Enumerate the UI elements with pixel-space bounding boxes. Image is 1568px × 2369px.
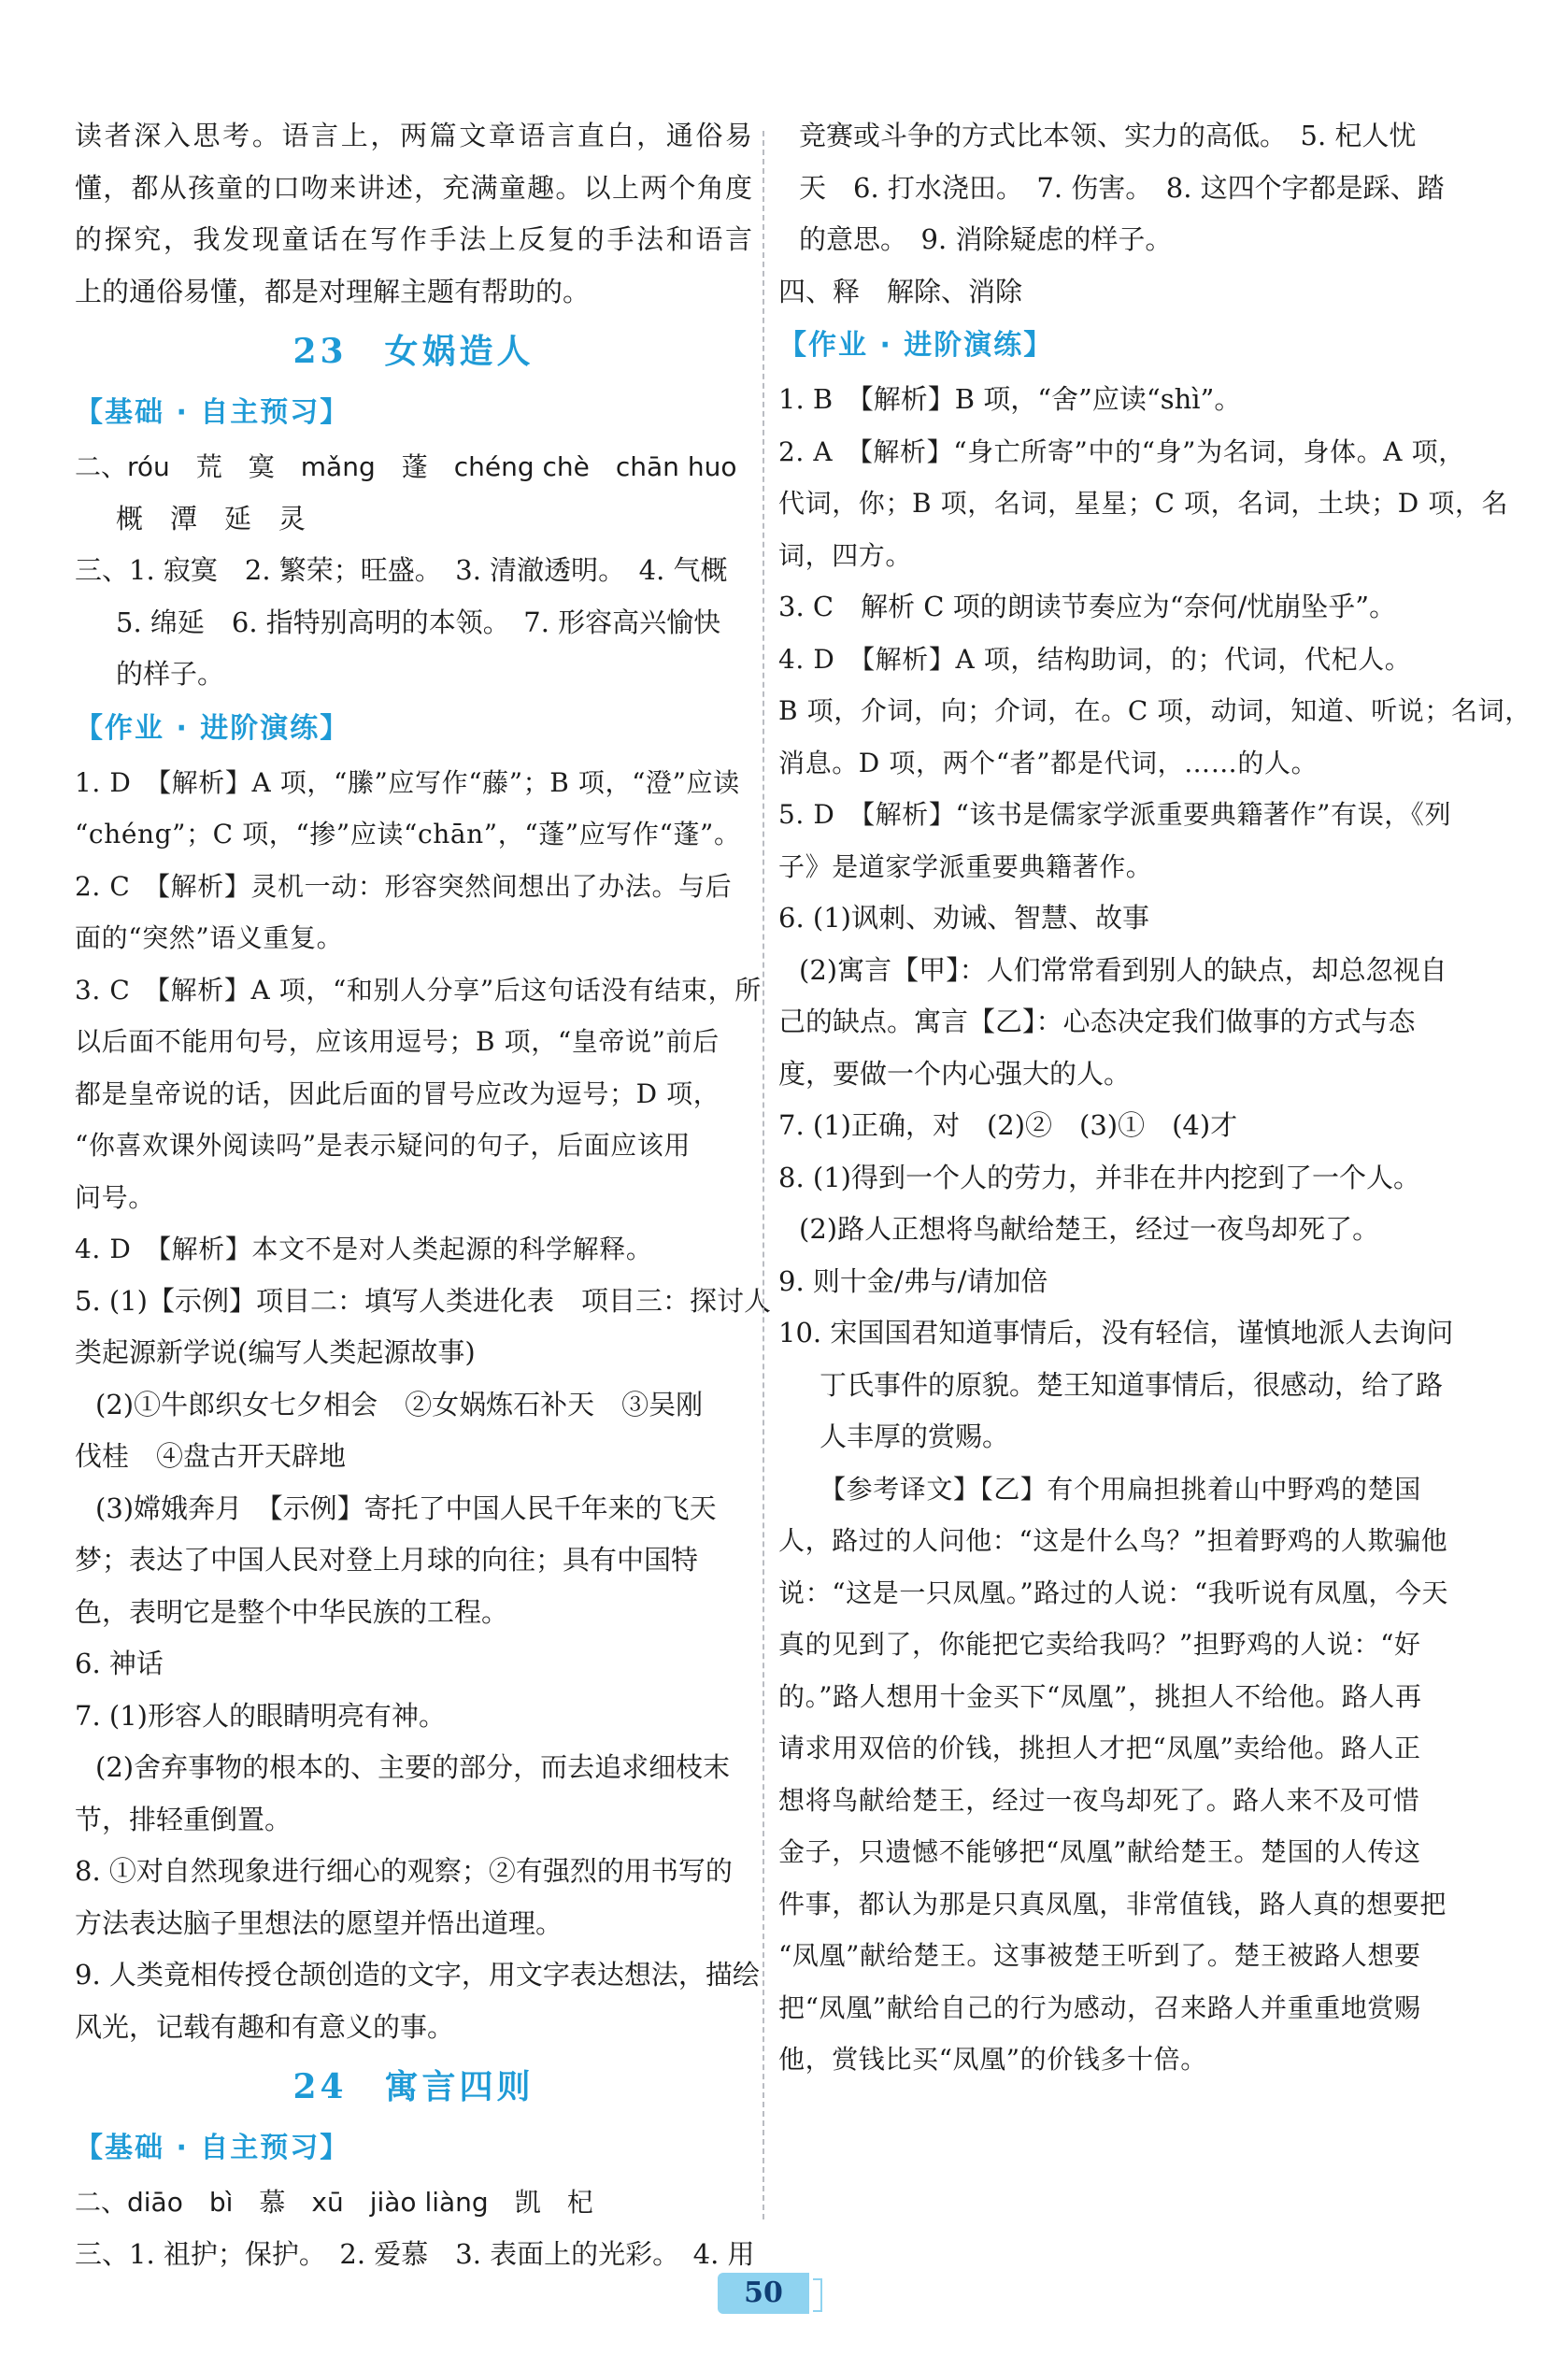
text-line: (2)①牛郎织女七夕相会 ②女娲炼石补天 ③吴刚	[95, 1388, 704, 1420]
text-line: 5. D 【解析】“该书是儒家学派重要典籍著作”有误，《列	[778, 799, 1452, 830]
text-line: 竞赛或斗争的方式比本领、实力的高低。 5. 杞人忧	[799, 120, 1417, 151]
text-line: 读者深入思考。语言上，两篇文章语言直白，通俗易	[75, 120, 752, 151]
text-line: 3. C 【解析】A 项，“和别人分享”后这句话没有结束，所	[75, 974, 762, 1006]
text-line: 5. (1)【示例】项目二：填写人类进化表 项目三：探讨人	[75, 1284, 771, 1317]
text-line: 面的“突然”语义重复。	[75, 922, 344, 953]
text-line: 类起源新学说(编写人类起源故事)	[75, 1336, 476, 1368]
text-line: 的。”路人想用十金买下“凤凰”，挑担人不给他。路人再	[778, 1680, 1422, 1712]
text-line: 6. 神话	[75, 1648, 164, 1679]
text-line: 节，排轻重倒置。	[75, 1803, 292, 1835]
text-line: 4. D 【解析】A 项，结构助词，的；代词，代杞人。	[778, 643, 1412, 675]
text-line: 都是皇帝说的话，因此后面的冒号应改为逗号；D 项，	[75, 1077, 720, 1109]
text-line: 说：“这是一只凤凰。”路过的人说：“我听说有凤凰，今天	[778, 1577, 1449, 1608]
text-line: 2. A 【解析】“身亡所寄”中的“身”为名词，身体。A 项，	[778, 435, 1465, 467]
text-line: “你喜欢课外阅读吗”是表示疑问的句子，后面应该用	[75, 1130, 691, 1161]
text-line: 金子，只遗憾不能够把“凤凰”献给楚王。楚国的人传这	[778, 1836, 1421, 1867]
text-line: 的探究，我发现童话在写作手法上反复的手法和语言	[75, 223, 752, 255]
text-line: 他，赏钱比买“凤凰”的价钱多十倍。	[778, 2044, 1207, 2075]
text-line: 1. B 【解析】B 项，“舍”应读“shì”。	[778, 383, 1242, 415]
text-line: 10. 宋国国君知道事情后，没有轻信，谨慎地派人去询问	[778, 1317, 1454, 1349]
text-line: 的意思。 9. 消除疑虑的样子。	[799, 223, 1173, 255]
section-heading-basic: 【基础 · 自主预习】	[75, 2132, 350, 2164]
text-line: (3)嫦娥奔月 【示例】寄托了中国人民千年来的飞天	[95, 1491, 717, 1524]
text-line: 度，要做一个内心强大的人。	[778, 1057, 1132, 1090]
text-line: 3. C 解析 C 项的朗读节奏应为“奈何/忧崩坠乎”。	[778, 591, 1397, 622]
text-line: 方法表达脑子里想法的愿望并悟出道理。	[75, 1906, 563, 1939]
text-line: 二、róu 荒 寞 mǎng 蓬 chéng chè chān huo	[75, 451, 737, 482]
text-line: 【参考译文】【乙】有个用扁担挑着山中野鸡的楚国	[820, 1473, 1421, 1505]
right-column	[778, 110, 1532, 2086]
text-line: 9. 人类竟相传授仓颉创造的文字，用文字表达想法，描绘	[75, 1959, 760, 1991]
text-line: 8. ①对自然现象进行细心的观察；②有强烈的用书写的	[75, 1855, 733, 1887]
page-number: 50	[718, 2273, 809, 2314]
text-line: “chéng”；C 项，“掺”应读“chān”，“蓬”应写作“蓬”。	[75, 819, 741, 849]
text-line: 风光，记载有趣和有意义的事。	[75, 2010, 455, 2043]
text-line: (2)寓言【甲】：人们常常看到别人的缺点，却总忽视自	[799, 953, 1447, 986]
section-heading-practice: 【作业 · 进阶演练】	[778, 329, 1054, 362]
text-line: (2)舍弃事物的根本的、主要的部分，而去追求细枝末	[95, 1751, 731, 1783]
text-line: 丁氏事件的原貌。楚王知道事情后，很感动，给了路	[820, 1368, 1444, 1401]
text-line: 问号。	[75, 1181, 155, 1213]
section-heading-practice: 【作业 · 进阶演练】	[75, 711, 350, 745]
text-line: 的样子。	[116, 658, 225, 690]
text-line: 代词，你；B 项，名词，星星；C 项，名词，土块；D 项，名	[778, 488, 1509, 519]
text-line: 己的缺点。寓言【乙】：心态决定我们做事的方式与态	[778, 1006, 1416, 1037]
text-line: 四、释 解除、消除	[778, 275, 1023, 307]
text-line: B 项，介词，向；介词，在。C 项，动词，知道、听说；名词，	[778, 695, 1532, 726]
text-line: 请求用双倍的价钱，挑担人才把“凤凰”卖给他。路人正	[778, 1733, 1421, 1763]
text-line: 真的见到了，你能把它卖给我吗？”担野鸡的人说：“好	[778, 1629, 1421, 1660]
text-line: 子》是道家学派重要典籍著作。	[778, 850, 1153, 882]
column-divider	[763, 131, 764, 2219]
left-column	[75, 110, 771, 2280]
text-line: 上的通俗易懂，都是对理解主题有帮助的。	[75, 275, 591, 307]
text-line: 5. 绵延 6. 指特别高明的本领。 7. 形容高兴愉快	[116, 606, 721, 638]
text-line: 2. C 【解析】灵机一动：形容突然间想出了办法。与后	[75, 870, 733, 902]
lesson-24-title: 24 寓言四则	[292, 2067, 535, 2106]
text-line: 把“凤凰”献给自己的行为感动，召来路人并重重地赏赐	[778, 1991, 1421, 2023]
text-line: (2)路人正想将鸟献给楚王，经过一夜鸟却死了。	[799, 1213, 1380, 1245]
text-line: 梦；表达了中国人民对登上月球的向往；具有中国特	[75, 1544, 699, 1576]
text-line: 1. D 【解析】A 项，“縢”应写作“藤”；B 项，“澄”应读	[75, 766, 740, 798]
text-line: 以后面不能用句号，应该用逗号；B 项，“皇帝说”前后	[75, 1026, 720, 1057]
lesson-23-title: 23 女娲造人	[292, 332, 535, 371]
text-line: 8. (1)得到一个人的劳力，并非在井内挖到了一个人。	[778, 1161, 1420, 1193]
text-line: 9. 则十金/弗与/请加倍	[778, 1264, 1048, 1297]
text-line: 消息。D 项，两个“者”都是代词，……的人。	[778, 747, 1319, 778]
section-heading-basic: 【基础 · 自主预习】	[75, 396, 350, 429]
text-line: 三、1. 寂寞 2. 繁荣；旺盛。 3. 清澈透明。 4. 气概	[75, 554, 728, 586]
text-line: 词，四方。	[778, 539, 913, 571]
text-line: 想将鸟献给楚王，经过一夜鸟却死了。路人来不及可惜	[778, 1784, 1420, 1816]
text-line: 懂，都从孩童的口吻来讲述，充满童趣。以上两个角度	[75, 171, 752, 204]
text-line: 天 6. 打水浇田。 7. 伤害。 8. 这四个字都是踩、踏	[799, 171, 1445, 204]
text-line: “凤凰”献给楚王。这事被楚王听到了。楚王被路人想要	[778, 1940, 1421, 1971]
text-line: 人丰厚的赏赐。	[820, 1420, 1010, 1452]
text-line: 7. (1)正确，对 (2)② (3)① (4)才	[778, 1109, 1238, 1141]
text-line: 6. (1)讽刺、劝诫、智慧、故事	[778, 902, 1149, 934]
text-line: 7. (1)形容人的眼睛明亮有神。	[75, 1699, 446, 1732]
text-line: 伐桂 ④盘古开天辟地	[75, 1440, 347, 1472]
text-line: 件事，都认为那是只真凤凰，非常值钱，路人真的想要把	[778, 1888, 1447, 1919]
text-line: 人，路过的人问他：“这是什么鸟？”担着野鸡的人欺骗他	[778, 1525, 1448, 1556]
text-line: 二、diāo bì 慕 xū jiào liàng 凯 杞	[75, 2187, 593, 2218]
text-line: 三、1. 祖护；保护。 2. 爱慕 3. 表面上的光彩。 4. 用	[75, 2237, 755, 2270]
text-line: 概 潭 延 灵	[116, 502, 306, 535]
text-line: 4. D 【解析】本文不是对人类起源的科学解释。	[75, 1234, 653, 1264]
text-line: 色，表明它是整个中华民族的工程。	[75, 1595, 509, 1628]
